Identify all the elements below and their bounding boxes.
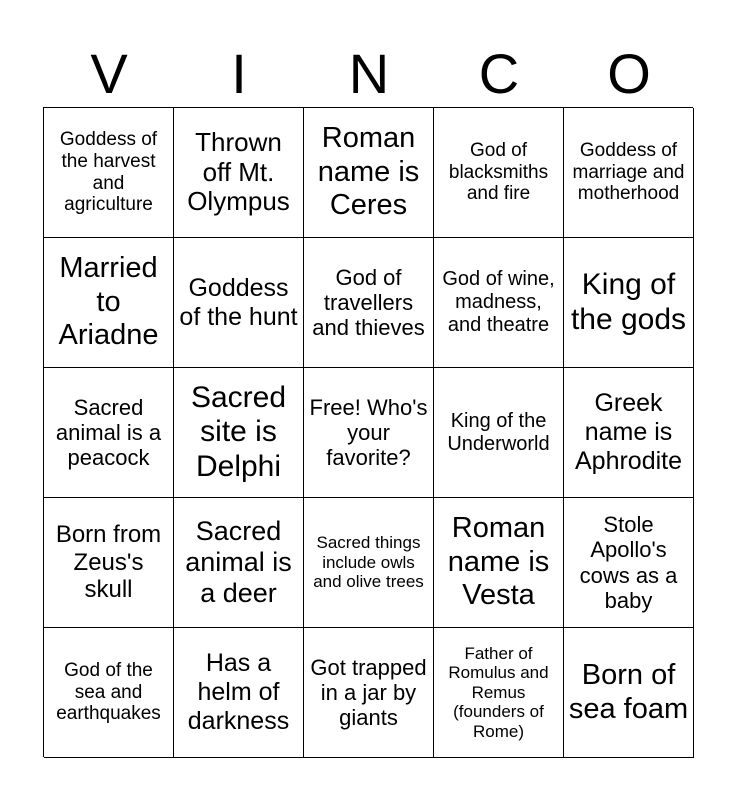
bingo-cell[interactable]: Father of Romulus and Remus (founders of Rome)	[434, 628, 564, 758]
bingo-board	[43, 107, 693, 757]
bingo-cell[interactable]: God of travellers and thieves	[304, 238, 434, 368]
bingo-cell[interactable]: Roman name is Vesta	[434, 498, 564, 628]
bingo-cell[interactable]: Sacred animal is a peacock	[44, 368, 174, 498]
bingo-cell[interactable]: God of blacksmiths and fire	[434, 108, 564, 238]
title-letter-n: N	[348, 41, 390, 105]
bingo-cell[interactable]: King of the gods	[564, 238, 694, 368]
bingo-cell[interactable]: Roman name is Ceres	[304, 108, 434, 238]
bingo-cell[interactable]: Goddess of the harvest and agriculture	[44, 108, 174, 238]
free-space-cell[interactable]: Free! Who's your favorite?	[304, 368, 434, 498]
bingo-cell[interactable]: Sacred site is Delphi	[174, 368, 304, 498]
bingo-cell[interactable]: Got trapped in a jar by giants	[304, 628, 434, 758]
title-letter-c: C	[478, 41, 520, 105]
bingo-cell[interactable]: God of the sea and earthquakes	[44, 628, 174, 758]
bingo-cell[interactable]: Greek name is Aphrodite	[564, 368, 694, 498]
bingo-cell[interactable]: Sacred animal is a deer	[174, 498, 304, 628]
bingo-cell[interactable]: Has a helm of darkness	[174, 628, 304, 758]
bingo-cell[interactable]: Born of sea foam	[564, 628, 694, 758]
bingo-cell[interactable]: Sacred things include owls and olive trees	[304, 498, 434, 628]
bingo-cell[interactable]: Born from Zeus's skull	[44, 498, 174, 628]
bingo-cell[interactable]: Married to Ariadne	[44, 238, 174, 368]
bingo-cell[interactable]: Stole Apollo's cows as a baby	[564, 498, 694, 628]
bingo-cell[interactable]: Goddess of marriage and motherhood	[564, 108, 694, 238]
bingo-cell[interactable]: King of the Underworld	[434, 368, 564, 498]
bingo-cell[interactable]: Thrown off Mt. Olympus	[174, 108, 304, 238]
bingo-cell[interactable]: Goddess of the hunt	[174, 238, 304, 368]
title-letter-i: I	[231, 41, 247, 105]
bingo-title	[44, 38, 694, 108]
title-letter-v: V	[90, 41, 128, 105]
bingo-cell[interactable]: God of wine, madness, and theatre	[434, 238, 564, 368]
title-letter-o: O	[607, 41, 651, 105]
